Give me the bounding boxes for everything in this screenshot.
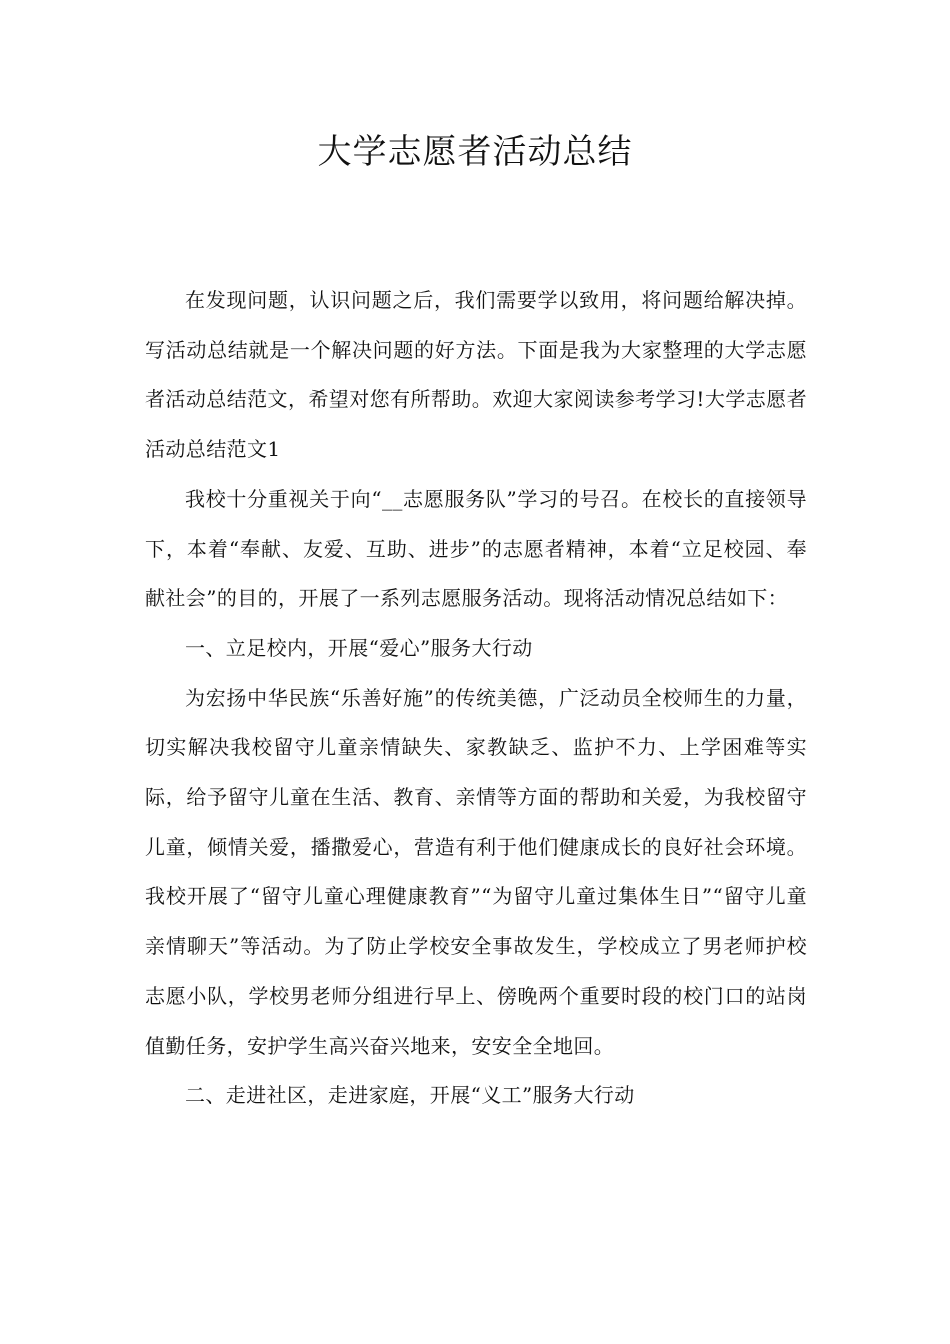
document-title: 大学志愿者活动总结 <box>317 132 633 172</box>
section-heading-two: 二、走进社区，走进家庭，开展“义工”服务大行动 <box>185 1083 635 1108</box>
section-heading-one: 一、立足校内，开展“爱心”服务大行动 <box>185 635 533 660</box>
paragraph-intro: 在发现问题，认识问题之后，我们需要学以致用，将问题给解决掉。写活动总结就是一个解决问题的好方法。下面是我为大家整理的大学志愿者活动总结范文，希望对您有所帮助。欢迎大家阅读参考学习!大学志愿者活动总结范文1 <box>145 288 807 462</box>
paragraph-section-one: 为宏扬中华民族“乐善好施”的传统美德，广泛动员全校师生的力量，切实解决我校留守儿童亲情缺失、家教缺乏、监护不力、上学困难等实际，给予留守儿童在生活、教育、亲情等方面的帮助和关爱，为我校留守儿童，倾情关爱，播撒爱心，营造有利于他们健康成长的良好社会环境。我校开展了“留守儿童心理健康教育”“为留守儿童过集体生日”“留守儿童亲情聊天”等活动。为了防止学校安全事故发生，学校成立了男老师护校志愿小队，学校男老师分组进行早上、傍晚两个重要时段的校门口的站岗值勤任务，安护学生高兴奋兴地来，安安全全地回。 <box>145 685 807 1058</box>
document-body <box>145 276 807 1121</box>
paragraph-overview: 我校十分重视关于向“__志愿服务队”学习的号召。在校长的直接领导下，本着“奉献、友爱、互助、进步”的志愿者精神，本着“立足校园、奉献社会”的目的，开展了一系列志愿服务活动。现将活动情况总结如下： <box>145 486 807 611</box>
